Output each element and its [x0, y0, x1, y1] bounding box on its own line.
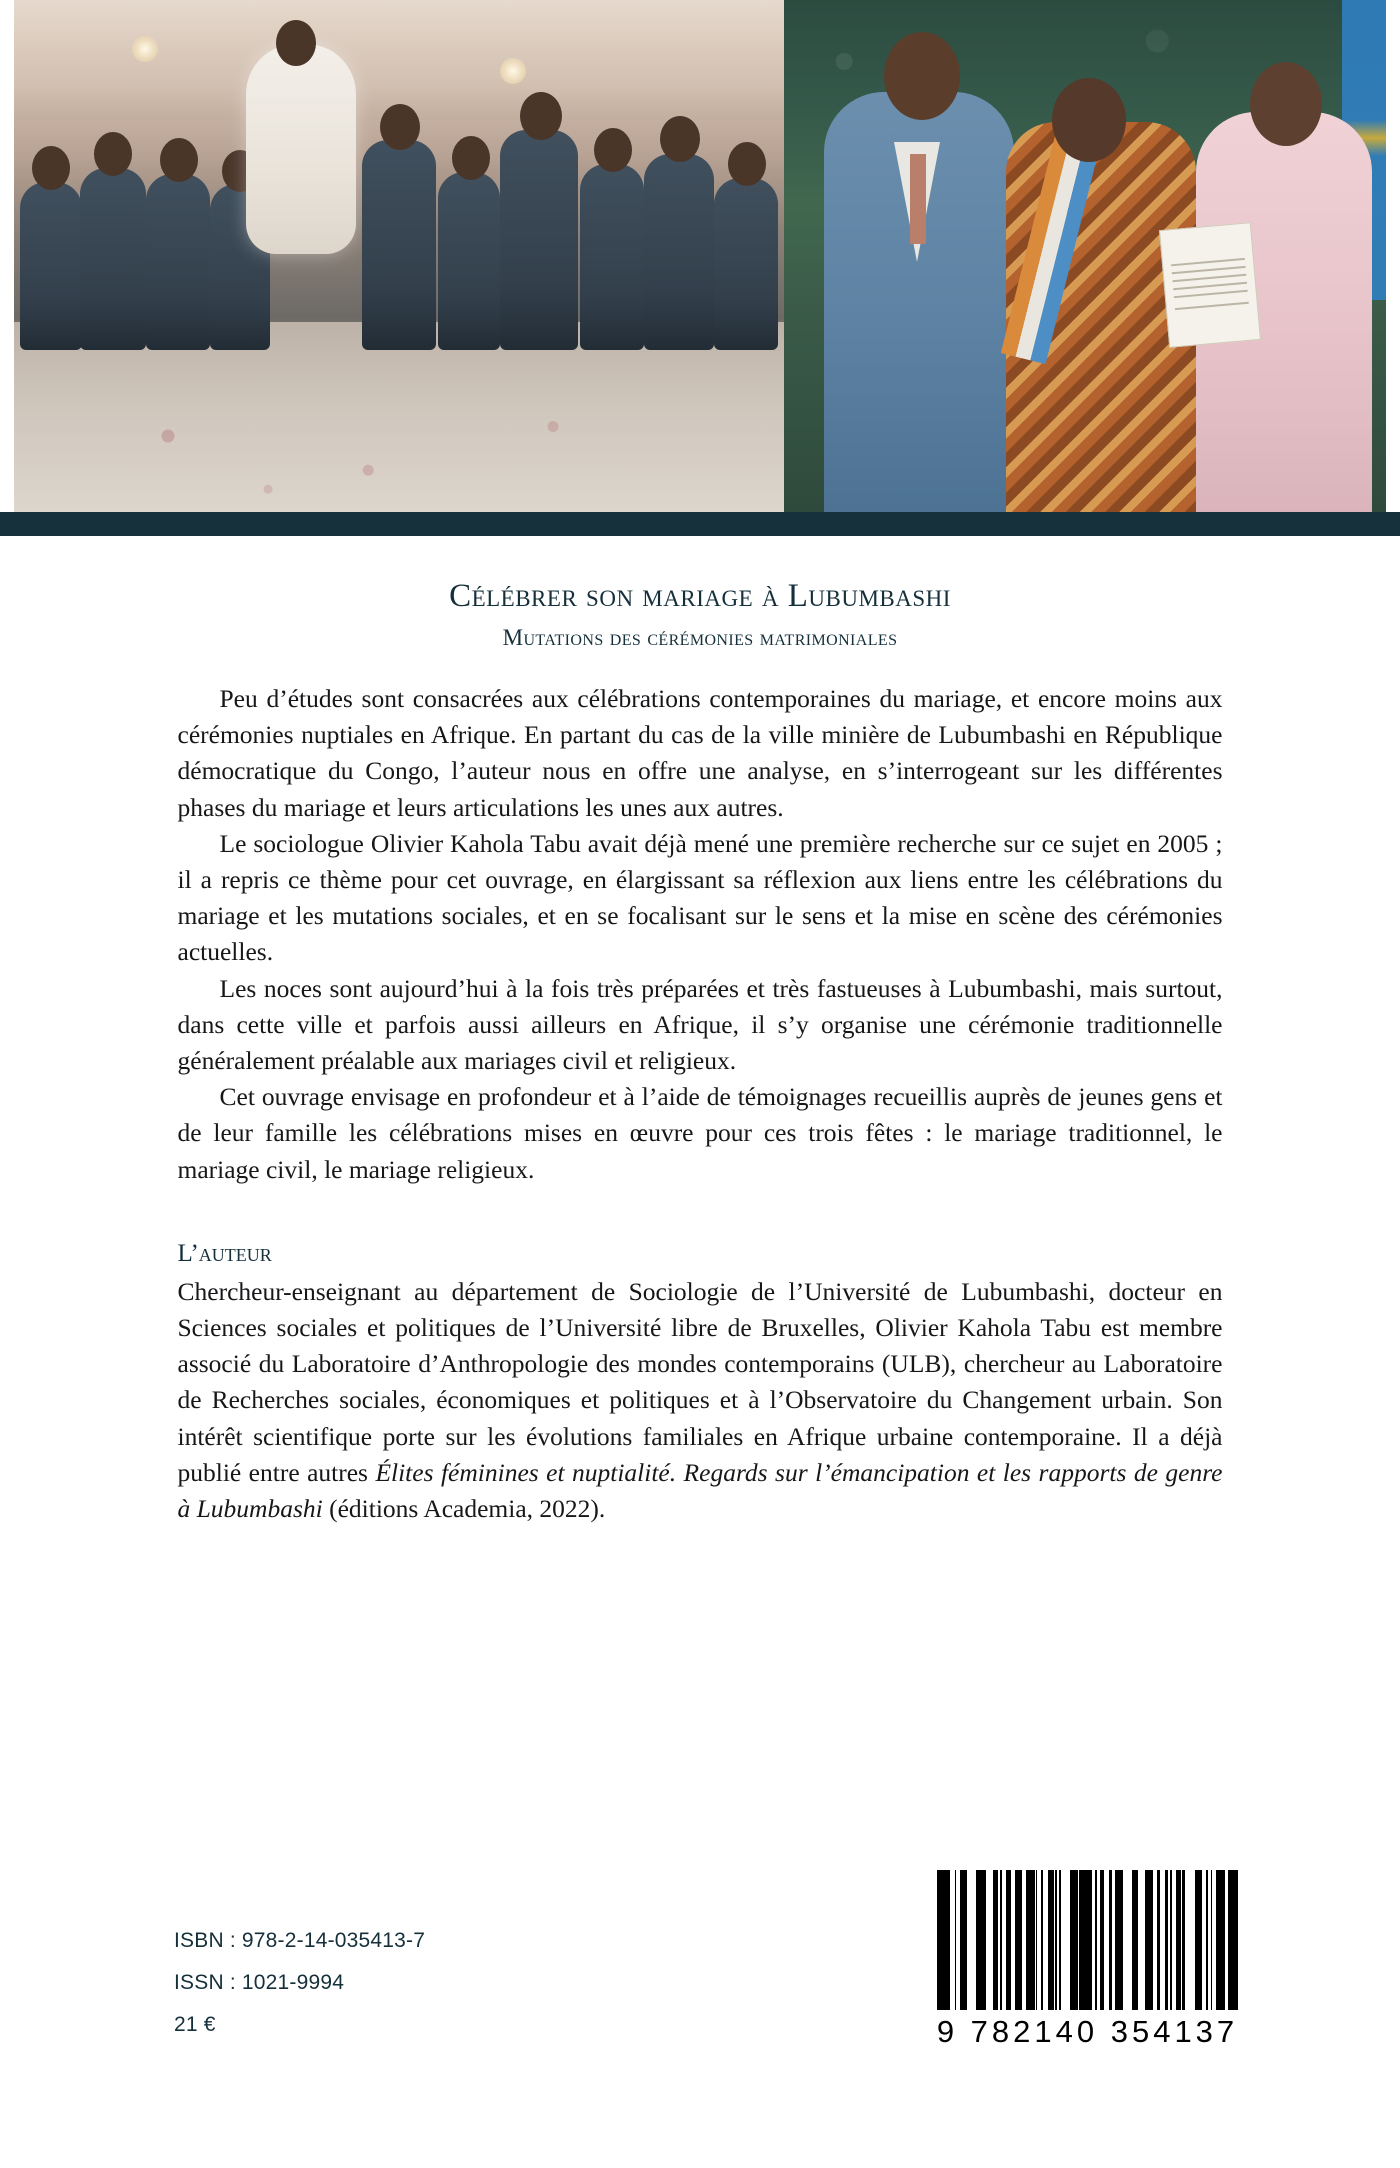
- photo-wedding-couple-portrait: [784, 0, 1386, 512]
- author-bio-part1: Chercheur-enseignant au département de Sociologie de l’Université de Lubumbashi, docteur en Sciences sociales et politiques de l’Université libre de Bruxelles, Olivier Kahola Tabu est membre associé du Laboratoire d’Anthropologie des mondes contemporains (ULB), chercheur au Laboratoire de Recherches sociales, économiques et politiques et à l’Observatoire du Changement urbain. Son intérêt scientifique porte sur les évolutions familiales en Afrique urbaine contemporaine. Il a déjà publié entre autres: [177, 1276, 1223, 1487]
- guest-figure: [146, 174, 210, 350]
- bride-head: [1250, 62, 1322, 146]
- guest-head: [594, 128, 632, 172]
- author-bio-part2: (éditions Academia, 2022).: [322, 1494, 606, 1524]
- guest-head: [660, 116, 700, 162]
- groom-tie: [910, 154, 926, 244]
- guest-head: [380, 104, 420, 150]
- author-section: [178, 1240, 1223, 1527]
- guest-figure: [80, 168, 146, 350]
- wedding-crowd: [14, 90, 784, 350]
- marriage-certificate: [1159, 222, 1261, 348]
- guest-figure: [438, 172, 500, 350]
- photo-wedding-dance: [14, 0, 784, 512]
- guest-head: [452, 136, 490, 180]
- page-title: Célébrer son mariage à Lubumbashi: [449, 578, 951, 614]
- blurb-paragraph: Peu d’études sont consacrées aux célébrations contemporaines du mariage, et encore moins aux cérémonies nuptiales en Afrique. En partant du cas de la ville minière de Lubumbashi en République démocratique du Congo, l’auteur nous en offre une analyse, en s’interrogeant sur les différentes phases du mariage et leurs articulations les unes aux autres.: [177, 684, 1223, 822]
- guest-figure: [362, 140, 436, 350]
- page-subtitle: Mutations des cérémonies matrimoniales: [502, 625, 898, 650]
- author-heading: L’auteur: [177, 1239, 272, 1267]
- author-previous-book-title: Élites féminines et nuptialité. Regards sur l’émancipation et les rapports de genre à Lubumbashi: [177, 1457, 1223, 1524]
- title-block: [0, 578, 1400, 651]
- guest-figure: [500, 130, 578, 350]
- guest-head: [94, 132, 132, 176]
- barcode: [935, 1870, 1240, 2050]
- blurb-paragraph: Cet ouvrage envisage en profondeur et à l’aide de témoignages recueillis auprès de jeunes gens et de leur famille les célébrations mises en œuvre pour ces trois fêtes : le mariage traditionnel, le mariage civil, le mariage religieux.: [177, 1082, 1223, 1184]
- guest-figure: [580, 164, 644, 350]
- cover-photo-band: [14, 0, 1386, 512]
- back-cover-text: [0, 536, 1400, 1527]
- guest-figure: [20, 182, 82, 350]
- identifier-block: [174, 1920, 425, 2046]
- guest-head: [520, 92, 562, 140]
- price-line: 21 €: [174, 2013, 216, 2036]
- issn-line: ISSN : 1021-9994: [174, 1971, 345, 1994]
- blurb-paragraph: Les noces sont aujourd’hui à la fois très préparées et très fastueuses à Lubumbashi, mais surtout, dans cette ville et parfois aussi ailleurs en Afrique, il s’y organise une cérémonie traditionnelle généralement préalable aux mariages civil et religieux.: [177, 973, 1223, 1076]
- groom-head: [884, 32, 960, 120]
- ceiling-light-icon: [500, 58, 526, 84]
- guest-head: [32, 146, 70, 190]
- blurb-paragraph: Le sociologue Olivier Kahola Tabu avait déjà mené une première recherche sur ce sujet en 2005 ; il a repris ce thème pour cet ouvrage, en élargissant sa réflexion aux liens entre les célébrations du mariage et les mutations sociales, et en se focalisant sur le sens et la mise en scène des cérémonies actuelles.: [177, 828, 1223, 967]
- guest-head: [160, 138, 198, 182]
- guest-figure: [714, 178, 778, 350]
- barcode-bars: [935, 1870, 1240, 2010]
- hall-floor: [14, 322, 784, 512]
- separator-bar: [0, 512, 1400, 536]
- guest-head: [728, 142, 766, 186]
- guest-figure: [644, 154, 714, 350]
- author-biography: [178, 1274, 1223, 1527]
- blurb-paragraphs: [178, 681, 1223, 1188]
- bride-head: [276, 20, 316, 66]
- isbn-line: ISBN : 978-2-14-035413-7: [174, 1929, 426, 1952]
- mother-head: [1052, 78, 1126, 162]
- bride-figure: [246, 44, 356, 254]
- ceiling-light-icon: [132, 36, 158, 62]
- cover-footer: [0, 1870, 1400, 2168]
- barcode-digits: 9 782140 354137: [936, 2014, 1239, 2049]
